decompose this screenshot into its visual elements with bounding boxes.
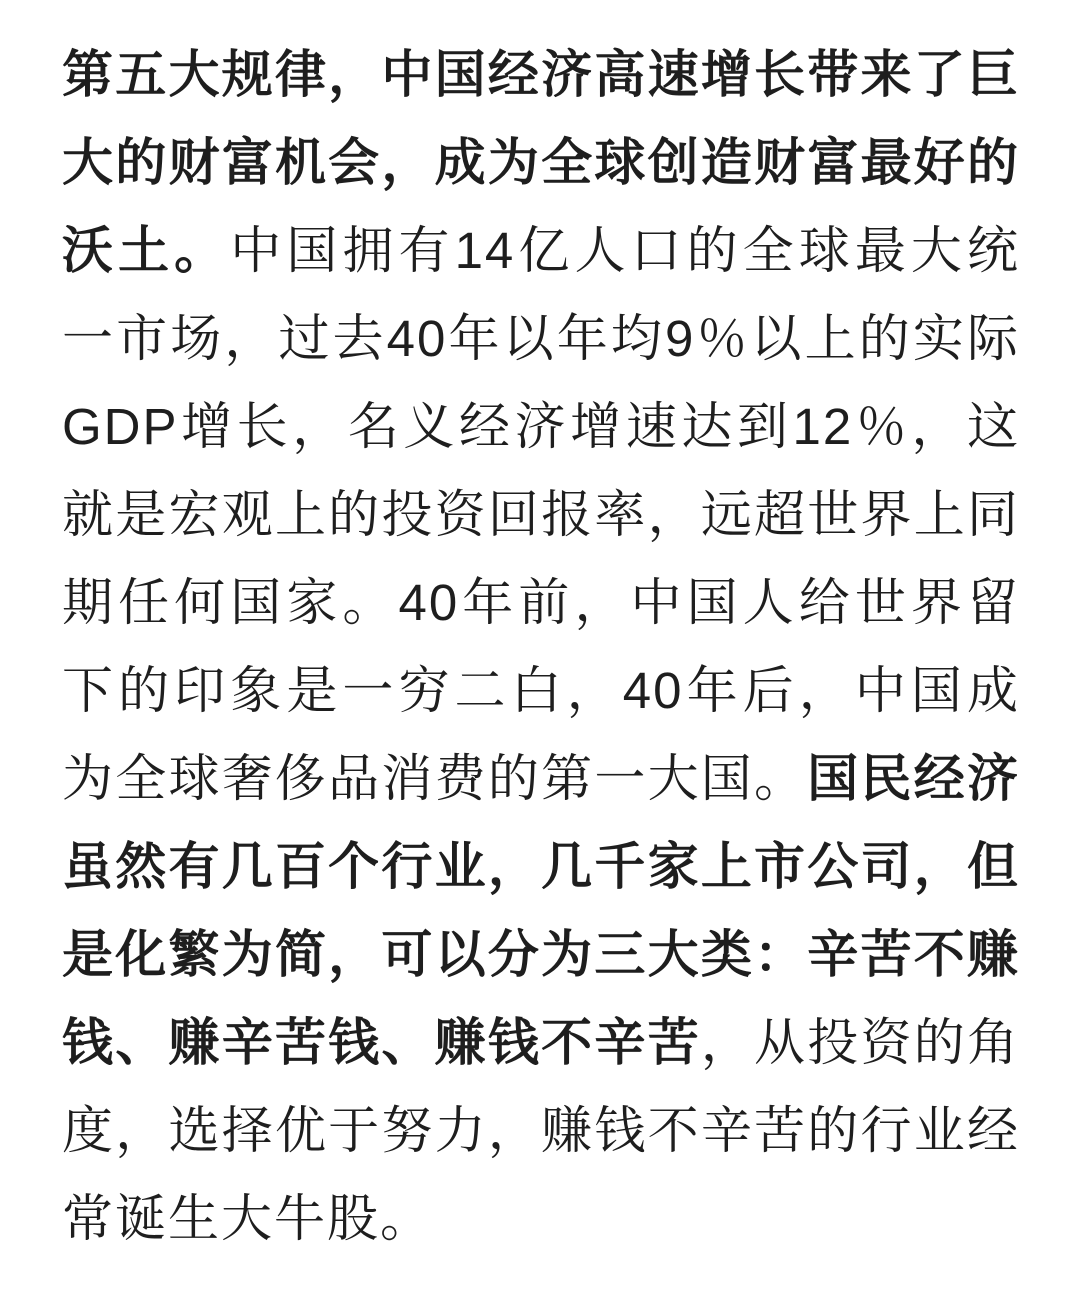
paragraph-segment-regular: ，从投资的角度，选择优于努力，赚钱不辛苦的行业经常诞生大牛股。 (62, 1014, 1020, 1247)
paragraph-segment-bold: 国民经济虽然有几百个行业，几千家上市公司，但是化繁为简，可以分为三大类：辛苦不赚钱、赚辛苦钱、赚钱不辛苦 (62, 750, 1020, 1071)
article-paragraph (62, 31, 1020, 1263)
paragraph-segment-regular: 中国拥有14亿人口的全球最大统一市场，过去40年以年均9％以上的实际GDP增长，名义经济增速达到12％，这就是宏观上的投资回报率，远超世界上同期任何国家。40年前，中国人给世界留下的印象是一穷二白，40年后，中国成为全球奢侈品消费的第一大国。 (62, 222, 1020, 807)
paragraph-segment-bold: 第五大规律，中国经济高速增长带来了巨大的财富机会，成为全球创造财富最好的沃土。 (62, 46, 1020, 279)
